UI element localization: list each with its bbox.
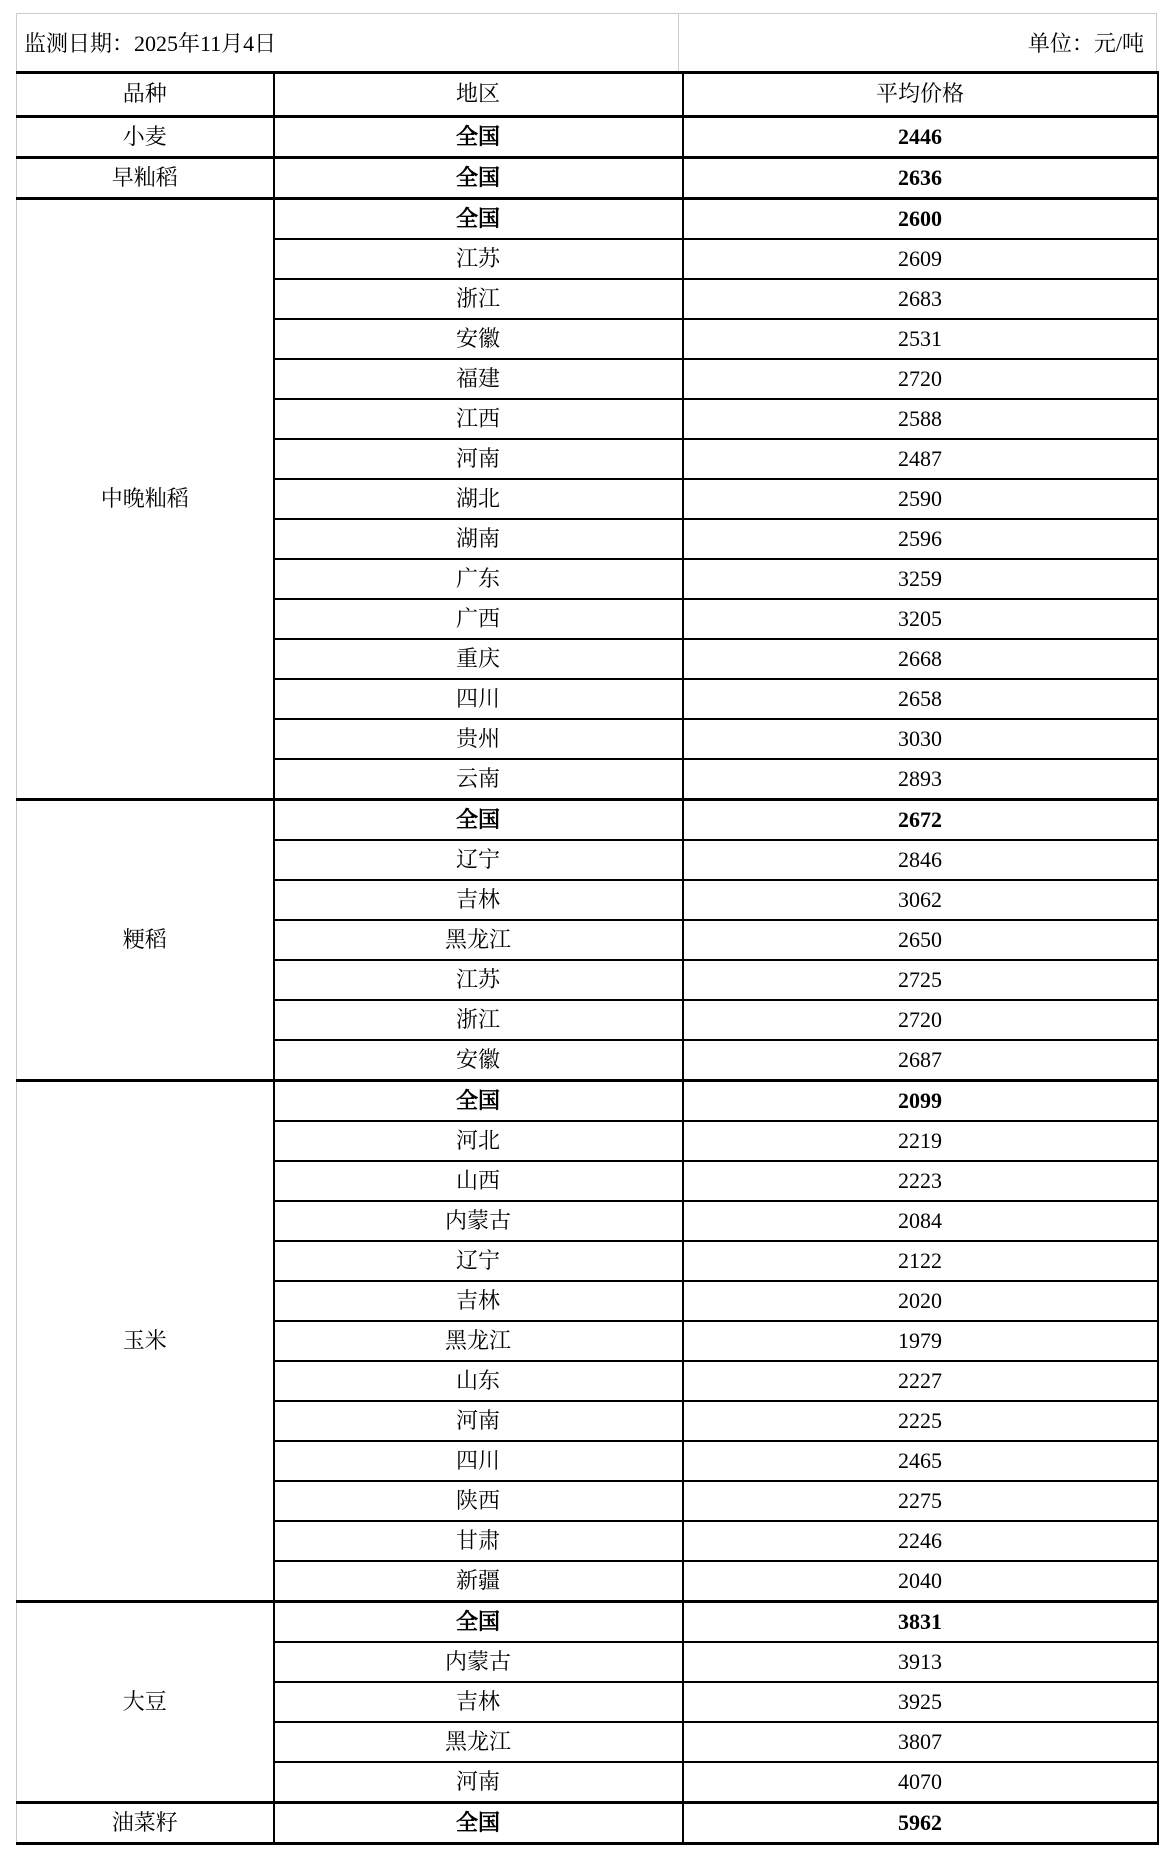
price-cell: 2465 <box>683 1441 1158 1481</box>
monitor-date-label: 监测日期：2025年11月4日 <box>17 14 679 71</box>
price-cell: 2084 <box>683 1201 1158 1241</box>
price-cell: 2219 <box>683 1121 1158 1161</box>
region-cell: 全国 <box>274 158 683 199</box>
region-cell: 甘肃 <box>274 1521 683 1561</box>
region-cell: 河南 <box>274 1762 683 1803</box>
table-row <box>17 1602 1158 1643</box>
price-cell: 2225 <box>683 1401 1158 1441</box>
price-cell: 2683 <box>683 279 1158 319</box>
col-header-variety: 品种 <box>17 73 274 117</box>
price-cell: 2275 <box>683 1481 1158 1521</box>
region-cell: 湖南 <box>274 519 683 559</box>
region-cell: 吉林 <box>274 1682 683 1722</box>
price-cell: 2650 <box>683 920 1158 960</box>
unit-label: 单位：元/吨 <box>1027 31 1144 56</box>
region-cell: 安徽 <box>274 319 683 359</box>
variety-cell: 早籼稻 <box>17 158 274 199</box>
price-cell: 2636 <box>683 158 1158 199</box>
col-header-price: 平均价格 <box>683 73 1158 117</box>
region-cell: 浙江 <box>274 279 683 319</box>
price-cell: 2246 <box>683 1521 1158 1561</box>
price-cell: 2590 <box>683 479 1158 519</box>
price-cell: 2040 <box>683 1561 1158 1602</box>
price-cell: 2531 <box>683 319 1158 359</box>
price-cell: 5962 <box>683 1803 1158 1844</box>
region-cell: 浙江 <box>274 1000 683 1040</box>
variety-cell: 玉米 <box>17 1081 274 1602</box>
region-cell: 新疆 <box>274 1561 683 1602</box>
region-cell: 福建 <box>274 359 683 399</box>
region-cell: 江苏 <box>274 239 683 279</box>
region-cell: 黑龙江 <box>274 1722 683 1762</box>
region-cell: 河北 <box>274 1121 683 1161</box>
region-cell: 辽宁 <box>274 1241 683 1281</box>
region-cell: 内蒙古 <box>274 1201 683 1241</box>
price-cell: 4070 <box>683 1762 1158 1803</box>
price-cell: 2227 <box>683 1361 1158 1401</box>
title-bar <box>16 13 1157 71</box>
region-cell: 黑龙江 <box>274 1321 683 1361</box>
region-cell: 贵州 <box>274 719 683 759</box>
price-cell: 2600 <box>683 199 1158 240</box>
region-cell: 全国 <box>274 1803 683 1844</box>
price-cell: 2446 <box>683 117 1158 158</box>
region-cell: 广西 <box>274 599 683 639</box>
price-cell: 2020 <box>683 1281 1158 1321</box>
header-row <box>17 73 1158 117</box>
variety-cell: 中晚籼稻 <box>17 199 274 800</box>
region-cell: 云南 <box>274 759 683 800</box>
price-cell: 3205 <box>683 599 1158 639</box>
region-cell: 重庆 <box>274 639 683 679</box>
variety-cell: 小麦 <box>17 117 274 158</box>
price-cell: 3913 <box>683 1642 1158 1682</box>
price-cell: 2223 <box>683 1161 1158 1201</box>
price-cell: 2609 <box>683 239 1158 279</box>
region-cell: 内蒙古 <box>274 1642 683 1682</box>
region-cell: 吉林 <box>274 880 683 920</box>
price-cell: 2588 <box>683 399 1158 439</box>
region-cell: 河南 <box>274 439 683 479</box>
table-row <box>17 158 1158 199</box>
price-cell: 2846 <box>683 840 1158 880</box>
price-cell: 1979 <box>683 1321 1158 1361</box>
region-cell: 山东 <box>274 1361 683 1401</box>
region-cell: 辽宁 <box>274 840 683 880</box>
region-cell: 广东 <box>274 559 683 599</box>
price-cell: 3030 <box>683 719 1158 759</box>
price-cell: 2720 <box>683 1000 1158 1040</box>
price-cell: 2720 <box>683 359 1158 399</box>
price-cell: 3259 <box>683 559 1158 599</box>
price-cell: 3831 <box>683 1602 1158 1643</box>
price-cell: 2099 <box>683 1081 1158 1122</box>
region-cell: 全国 <box>274 1602 683 1643</box>
table-row <box>17 199 1158 240</box>
price-cell: 2893 <box>683 759 1158 800</box>
region-cell: 全国 <box>274 800 683 841</box>
price-cell: 2658 <box>683 679 1158 719</box>
variety-cell: 油菜籽 <box>17 1803 274 1844</box>
region-cell: 四川 <box>274 679 683 719</box>
region-cell: 全国 <box>274 199 683 240</box>
col-header-region: 地区 <box>274 73 683 117</box>
variety-cell: 粳稻 <box>17 800 274 1081</box>
price-cell: 3807 <box>683 1722 1158 1762</box>
region-cell: 全国 <box>274 1081 683 1122</box>
price-cell: 2668 <box>683 639 1158 679</box>
price-cell: 2596 <box>683 519 1158 559</box>
region-cell: 安徽 <box>274 1040 683 1081</box>
region-cell: 陕西 <box>274 1481 683 1521</box>
variety-cell: 大豆 <box>17 1602 274 1803</box>
price-cell: 2122 <box>683 1241 1158 1281</box>
region-cell: 吉林 <box>274 1281 683 1321</box>
table-row <box>17 117 1158 158</box>
price-cell: 2672 <box>683 800 1158 841</box>
region-cell: 湖北 <box>274 479 683 519</box>
price-cell: 2725 <box>683 960 1158 1000</box>
price-table <box>16 71 1159 1845</box>
region-cell: 河南 <box>274 1401 683 1441</box>
table-row <box>17 800 1158 841</box>
region-cell: 江西 <box>274 399 683 439</box>
table-row <box>17 1081 1158 1122</box>
price-cell: 2487 <box>683 439 1158 479</box>
region-cell: 黑龙江 <box>274 920 683 960</box>
price-cell: 3925 <box>683 1682 1158 1722</box>
region-cell: 四川 <box>274 1441 683 1481</box>
price-cell: 2687 <box>683 1040 1158 1081</box>
region-cell: 山西 <box>274 1161 683 1201</box>
region-cell: 江苏 <box>274 960 683 1000</box>
table-row <box>17 1803 1158 1844</box>
price-cell: 3062 <box>683 880 1158 920</box>
region-cell: 全国 <box>274 117 683 158</box>
